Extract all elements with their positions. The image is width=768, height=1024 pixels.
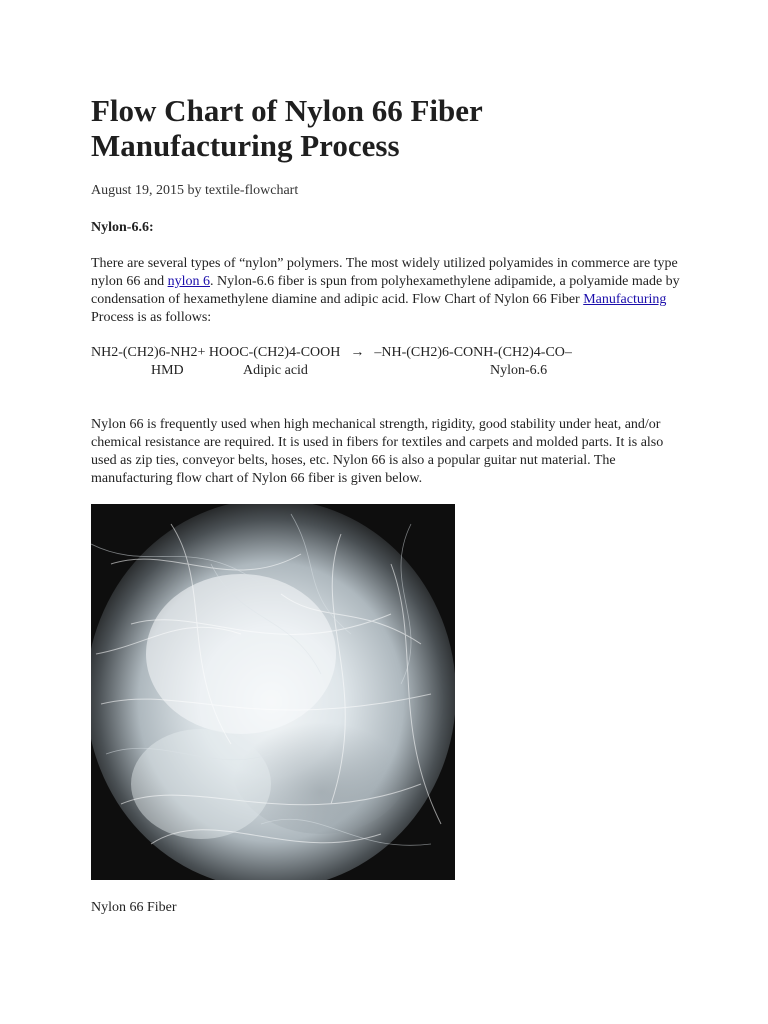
intro-paragraph bbox=[91, 255, 691, 327]
label-hmd: HMD bbox=[151, 363, 184, 378]
post-meta: August 19, 2015 by textile-flowchart bbox=[91, 183, 299, 198]
page-title: Flow Chart of Nylon 66 Fiber Manufacturing Process bbox=[91, 93, 483, 163]
intro-text-1: There are several types of “nylon” polymers. The most widely utilized polyamides in commerce are type nylon 66 and bbox=[91, 256, 678, 289]
label-nylon-66: Nylon-6.6 bbox=[490, 363, 548, 378]
section-subheading: Nylon-6.6: bbox=[91, 220, 154, 235]
nylon-fiber-photo bbox=[91, 504, 455, 880]
equation-arrow: → bbox=[350, 345, 365, 360]
intro-text-2: . Nylon-6.6 fiber is spun from polyhexamethylene adipamide, a polyamide made by condensation of hexamethylene diamine and adipic acid. Flow Chart of Nylon 66 Fiber bbox=[91, 274, 680, 307]
equation-reactants: NH2-(CH2)6-NH2+ HOOC-(CH2)4-COOH bbox=[91, 345, 341, 360]
label-adipic-acid: Adipic acid bbox=[243, 363, 308, 378]
usage-paragraph: Nylon 66 is frequently used when high mechanical strength, rigidity, good stability under heat, and/or chemical resistance are required. It is used in fibers for textiles and carpets and molded parts. It is also used as zip ties, conveyor belts, hoses, etc. Nylon 66 is also a popular guitar nut material. The manufacturing flow chart of Nylon 66 fiber is given below. bbox=[91, 417, 664, 486]
chemical-equation bbox=[91, 344, 572, 362]
equation-product: –NH-(CH2)6-CONH-(CH2)4-CO– bbox=[374, 345, 572, 360]
manufacturing-link[interactable]: Manufacturing bbox=[583, 292, 667, 307]
equation-labels bbox=[91, 362, 691, 380]
nylon-6-link[interactable]: nylon 6 bbox=[167, 274, 210, 289]
image-caption: Nylon 66 Fiber bbox=[91, 900, 177, 915]
intro-text-3: Process is as follows: bbox=[91, 310, 212, 325]
